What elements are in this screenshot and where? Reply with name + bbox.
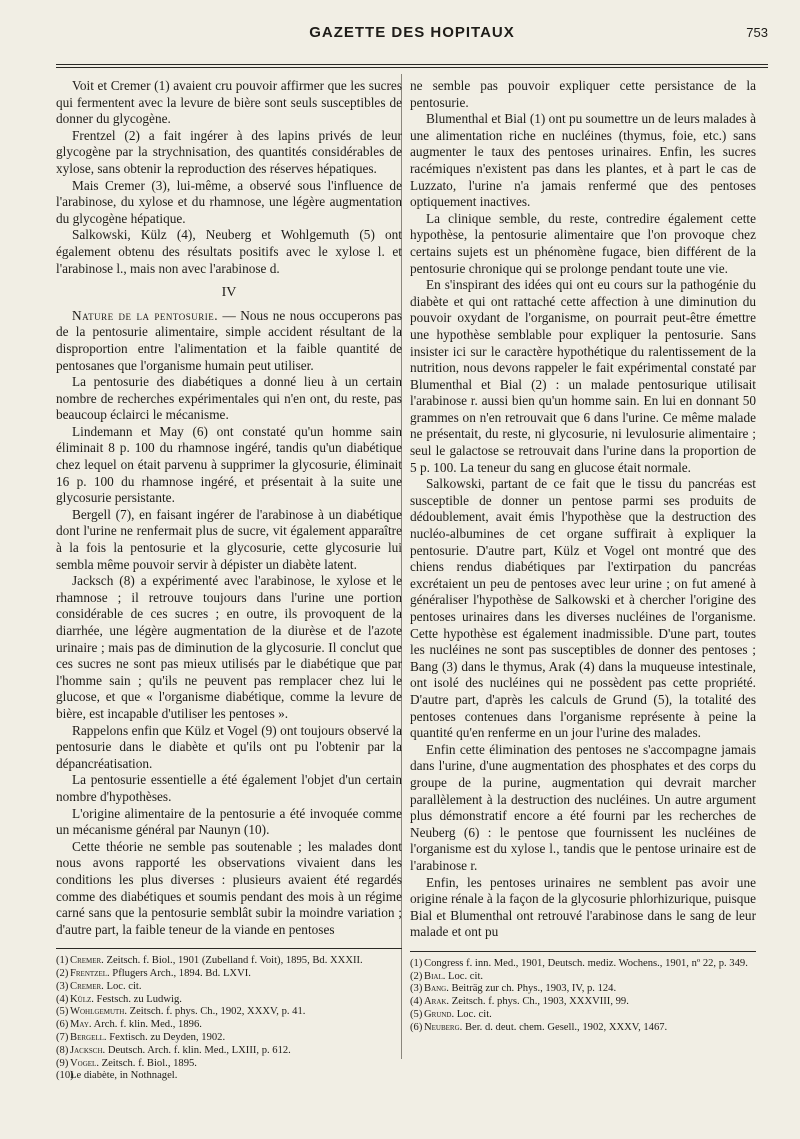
footnote-text: Loc. cit. — [454, 1009, 492, 1021]
footnote-number: (6) — [56, 1019, 69, 1031]
footnote-author: Bang. — [424, 983, 449, 995]
footnote-author: Cremer. — [70, 980, 104, 992]
footnote-number: (8) — [56, 1044, 69, 1056]
footnote — [56, 1006, 402, 1019]
footnote — [410, 996, 756, 1009]
footnote-author: Wohlgemuth. — [70, 1006, 127, 1018]
footnote-rule — [56, 948, 402, 949]
footnote-number: (5) — [56, 1006, 69, 1018]
footnote-text: Congress f. inn. Med., 1901, Deutsch. mediz. Wochens., 1901, nº 22, p. 349. — [424, 957, 748, 969]
footnote-text: Beiträg zur ch. Phys., 1903, IV, p. 124. — [448, 983, 617, 995]
footnote-text: Le diabète, in Nothnagel. — [70, 1070, 178, 1082]
footnote-author: Jacksch. — [70, 1044, 106, 1056]
footnote-rule — [410, 951, 756, 952]
paragraph: Salkowski, partant de ce fait que le tissu du pancréas est susceptible de donner un pentose parmi ses produits de dédoublement, avait émis l'hypothèse que la destruction des nucléo-albumines de cet organe suffirait à expliquer la pentosurie. D'autre part, Külz et Vogel ont montré que des chiens rendus diabétiques par l'extirpation du pancréas excrétaient un peu de pentoses avec leur urine ; on fut amené à généraliser l'hypothèse de Salkowski et à chercher l'origine des pentoses urinaires dans les diverses nucléines de l'organisme. Cette hypothèse est également inadmissible. D'une part, toutes les nucléines ne sont pas susceptibles de donner des pentoses ; Bang (3) dans le thymus, Arak (4) dans la muqueuse intestinale, ont isolé des nucléines qui ne possèdent pas cette propriété. D'autre part, d'après les calculs de Grund (5), la totalité des pentoses contenues dans l'organisme représente à peine la quantité qu'en renferme en un jour l'urine des malades. — [410, 476, 756, 741]
footnote-number: (4) — [410, 996, 423, 1008]
footnote-text: Zeitsch. f. phys. Ch., 1902, XXXV, p. 41. — [126, 1006, 306, 1018]
footnotes — [56, 955, 402, 1083]
footnote-text: Zeitsch. f. Biol., 1901 (Zubelland f. Voit), 1895, Bd. XXXII. — [103, 955, 363, 967]
footnote-author: May. — [70, 1019, 92, 1031]
footnote — [410, 1022, 756, 1035]
section-heading: IV — [221, 285, 237, 301]
footnote-number: (6) — [410, 1021, 423, 1033]
footnote-author: Arak. — [424, 996, 450, 1008]
section-run-in-title: Nature de la pentosurie. — [72, 307, 219, 323]
footnote — [410, 983, 756, 996]
header-rule-bottom — [56, 67, 768, 68]
paragraph: La pentosurie essentielle a été également l'objet d'un certain nombre d'hypothèses. — [56, 772, 402, 804]
paragraph-text: — Nous ne nous occuperons pas de la pentosurie alimentaire, simple accident résultant de la disproportion entre l'alimentation et la faible quantité de pentosanes que l'organisme humain peut utiliser. — [56, 307, 403, 373]
footnote-number: (3) — [56, 980, 69, 992]
paragraph: Salkowski, Külz (4), Neuberg et Wohlgemuth (5) ont également obtenu des résultats positifs avec le xylose l. et l'arabinose l., mais non avec l'arabinose d. — [56, 227, 402, 276]
footnote — [56, 955, 402, 968]
footnote — [56, 981, 402, 994]
paragraph: Frentzel (2) a fait ingérer à des lapins privés de leur glycogène par la strychnisation, des quantités considérables de xylose, sans obtenir la reproduction des réserves hépatiques. — [56, 127, 402, 176]
footnote-number: (1) — [410, 957, 423, 969]
paragraph: Lindemann et May (6) ont constaté qu'un homme sain éliminait 8 p. 100 du rhamnose ingéré, tandis qu'un diabétique chez lequel on était parvenu à supprimer la glycosurie, éliminait 16 p. 100 du rhamnose ingéré, et présentait à la suite une glycosurie persistante. — [56, 423, 402, 506]
paragraph: La clinique semble, du reste, contredire également cette hypothèse, la pentosurie alimentaire que l'on provoque chez certains sujets est un phénomène fugace, bien différent de la pentosurie chronique qui se prolonge pendant toute une vie. — [410, 210, 756, 276]
footnote-author: Neuberg. — [424, 1021, 463, 1033]
page-number: 753 — [746, 25, 768, 40]
footnote-text: Pflugers Arch., 1894. Bd. LXVI. — [109, 968, 251, 980]
footnote-text: Fextisch. zu Deyden, 1902. — [106, 1032, 226, 1044]
paragraph: ne semble pas pouvoir expliquer cette persistance de la pentosurie. — [410, 78, 756, 110]
footnote-text: Zeitsch. f. phys. Ch., 1903, XXXVIII, 99. — [449, 996, 629, 1008]
footnote-number: (9) — [56, 1057, 69, 1069]
footnote-number: (5) — [410, 1009, 423, 1021]
footnote-author: Grund. — [424, 1009, 455, 1021]
footnote-text: Zeitsch. f. Biol., 1895. — [98, 1057, 197, 1069]
footnote — [56, 1070, 402, 1083]
paragraph: En s'inspirant des idées qui ont eu cours sur la pathogénie du diabète et qui ont rattaché cette affection à une diminution du pouvoir oxydant de l'organisme, on pourrait peut-être émettre une hypothèse semblable pour expliquer la pentosurie. Sans insister ici sur le caractère hypothétique du ralentissement de la nutrition, nous devons rappeler le fait expérimental constaté par Blumenthal et Bial (2) : un malade pentosurique utilisait l'arabinose r. aussi bien qu'un homme sain. En lui en donnant 50 grammes on n'en retrouvait que 6 dans l'urine. Ce même malade ne présentait, du reste, ni glycosurie, ni levulosurie alimentaire ; seul le galactose se retrouvait dans l'urine dans la proportion de 5 p. 100. La teneur du sang en glucose était normale. — [410, 277, 756, 475]
footnote-number: (10) — [56, 1070, 74, 1082]
footnote-author: Külz. — [70, 993, 94, 1005]
footnote — [410, 958, 756, 971]
footnote-number: (1) — [56, 955, 69, 967]
paragraph — [56, 308, 402, 374]
footnote-number: (7) — [56, 1032, 69, 1044]
footnote-text: Arch. f. klin. Med., 1896. — [91, 1019, 202, 1031]
footnote-text: Festsch. zu Ludwig. — [93, 993, 182, 1005]
journal-title: GAZETTE DES HOPITAUX — [309, 24, 515, 41]
footnote-number: (3) — [410, 983, 423, 995]
footnote — [410, 1009, 756, 1022]
paragraph: Cette théorie ne semble pas soutenable ; les malades dont nous avons rapporté les observations vivaient dans les conditions les plus diverses : plusieurs avaient été regardés comme des diabétiques et soumis pendant des mois à un régime carné sans que la pentosurie semblât subir la moindre variation ; d'autre part, la faible teneur de la viande en pentoses — [56, 838, 402, 937]
paragraph: Mais Cremer (3), lui-même, a observé sous l'influence de l'arabinose, du xylose et du rhamnose, une légère augmentation du glycogène hépatique. — [56, 177, 402, 226]
footnote — [56, 968, 402, 981]
footnote-number: (2) — [56, 968, 69, 980]
footnote-text: Loc. cit. — [445, 970, 484, 982]
footnote-author: Bial. — [424, 970, 446, 982]
footnote-author: Vogel. — [70, 1057, 99, 1069]
footnote-text: Ber. d. deut. chem. Gesell., 1902, XXXV, 1467. — [462, 1021, 668, 1033]
footnote-number: (2) — [410, 970, 423, 982]
footnotes — [410, 958, 756, 1035]
right-column — [410, 78, 756, 1035]
footnote-author: Cremer. — [70, 955, 104, 967]
footnote-author: Frentzel. — [70, 968, 110, 980]
paragraph: Enfin cette élimination des pentoses ne s'accompagne jamais dans l'urine, d'une augmentation des phosphates et des corps du groupe de la purine, augmentation qui devrait marcher parallèlement à la destruction des nucléines. Un autre argument plus démonstratif encore a été fourni par les recherches de Neuberg (6) : le pentose que fournissent les nucléines de l'organisme est du xylose l., tandis que le pentose urinaire est de l'arabinose r. — [410, 741, 756, 873]
paragraph: Rappelons enfin que Külz et Vogel (9) ont toujours observé la pentosurie dans le diabète et qu'ils ont pu l'obtenir par la dépancréatisation. — [56, 722, 402, 771]
paragraph: Blumenthal et Bial (1) ont pu soumettre un de leurs malades à une alimentation riche en nucléines (thymus, foie, etc.) sans augmenter le taux des pentoses urinaires. Enfin, les sucres racémiques n'existent pas dans les plantes, et à part le cas de Luzzato, l'urine n'a jamais renfermé que des pentoses optiquement inactives. — [410, 111, 756, 210]
paragraph: Jacksch (8) a expérimenté avec l'arabinose, le xylose et le rhamnose ; il retrouve toujours dans l'urine une portion considérable de ces sucres ; en outre, ils provoquent de la diarrhée, une légère augmentation de la diurèse et de l'azote urinaire ; mais pas de diminution de la glycosurie. Il conclut que ces sucres ne sont pas mieux utilisés par le diabétique que par l'homme sain ; qu'ils ne peuvent pas remplacer chez lui le glucose, et que « l'organisme diabétique, comme la levure de bière, est incapable d'utiliser les pentoses ». — [56, 573, 402, 721]
footnote-text: Deutsch. Arch. f. klin. Med., LXIII, p. 612. — [105, 1044, 291, 1056]
footnote-author: Bergell. — [70, 1032, 107, 1044]
footnote-number: (4) — [56, 993, 69, 1005]
footnote-text: Loc. cit. — [103, 980, 142, 992]
footnote — [56, 1045, 402, 1058]
footnote — [410, 971, 756, 984]
footnote — [56, 1058, 402, 1071]
footnote — [56, 994, 402, 1007]
footnote — [56, 1019, 402, 1032]
paragraph: Enfin, les pentoses urinaires ne semblent pas avoir une origine rénale à la façon de la glycosurie phlorhizurique, puisque Bial et Blumenthal ont retrouvé l'arabinose dans le sang de leur malade et ont pu — [410, 874, 756, 940]
paragraph: Voit et Cremer (1) avaient cru pouvoir affirmer que les sucres qui fermentent avec la levure de bière sont seuls susceptibles de donner du glycogène. — [56, 78, 402, 127]
paragraph: L'origine alimentaire de la pentosurie a été invoquée comme un mécanisme général par Naunyn (10). — [56, 805, 402, 838]
footnote — [56, 1032, 402, 1045]
running-header — [56, 22, 768, 48]
paragraph: Bergell (7), en faisant ingérer de l'arabinose à un diabétique dont l'urine ne renfermait plus de sucre, vit également apparaître à la fois la pentosurie et la glycosurie, cette glycosurie lui sembla même pouvoir servir à dépister un diabète latent. — [56, 506, 402, 572]
left-column — [56, 78, 402, 1083]
header-rule-top — [56, 64, 768, 65]
paragraph: La pentosurie des diabétiques a donné lieu à un certain nombre de recherches expérimentales qui n'en ont, du reste, pas beaucoup éclairci le mécanisme. — [56, 374, 402, 423]
